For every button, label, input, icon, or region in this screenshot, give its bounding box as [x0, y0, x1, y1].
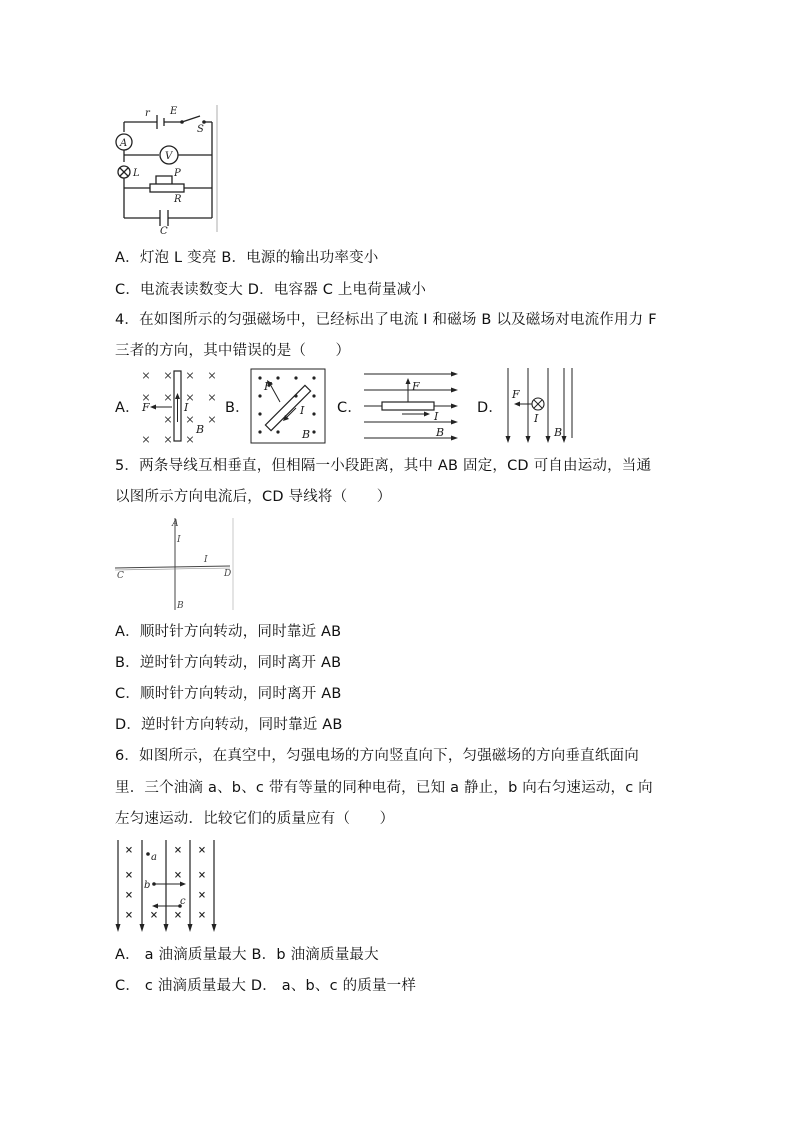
svg-text:×: × — [141, 391, 151, 404]
q6-stem-line1: 6．如图所示，在真空中，匀强电场的方向竖直向下，匀强磁场的方向垂直纸面向 — [115, 748, 639, 764]
q4-figure-b — [250, 368, 326, 444]
q4-figure-a — [138, 367, 224, 447]
q5-label-i2: I — [204, 555, 208, 565]
q5-stem-line1: 5．两条导线互相垂直，但相隔一小段距离，其中 AB 固定，CD 可自由运动，当通 — [115, 458, 652, 474]
q4-figure-c — [362, 368, 462, 444]
q4a-label-i: I — [184, 401, 189, 414]
q4c-label-i: I — [434, 410, 439, 423]
q3-label-p: P — [174, 168, 181, 179]
q5-label-i1: I — [177, 535, 181, 545]
svg-text:×: × — [163, 369, 173, 382]
q4d-label-b: B — [554, 426, 563, 439]
svg-text:×: × — [149, 910, 159, 921]
svg-text:×: × — [173, 910, 183, 921]
q5-option-a: A．顺时针方向转动，同时靠近 AB — [115, 624, 342, 640]
q4c-label-b: B — [436, 426, 445, 439]
svg-text:×: × — [163, 391, 173, 404]
q6-stem-line3: 左匀速运动．比较它们的质量应有（ ） — [115, 811, 395, 827]
q5-label-a: A — [172, 519, 179, 529]
svg-text:×: × — [207, 369, 217, 382]
svg-text:×: × — [185, 391, 195, 404]
q6-label-a: a — [151, 852, 157, 863]
svg-text:×: × — [173, 845, 183, 856]
q3-label-c: C — [160, 226, 168, 235]
q4-stem-line2: 三者的方向，其中错误的是（ ） — [115, 343, 351, 359]
q4c-label-f: F — [412, 380, 420, 393]
q5-option-c: C．顺时针方向转动，同时离开 AB — [115, 686, 342, 702]
q5-option-b: B．逆时针方向转动，同时离开 AB — [115, 655, 342, 671]
svg-text:×: × — [124, 910, 134, 921]
q5-wires-figure — [112, 516, 237, 612]
q5-option-d: D．逆时针方向转动，同时靠近 AB — [115, 717, 343, 733]
q4d-label-i: I — [534, 412, 539, 425]
q4b-label-b: B — [302, 428, 311, 441]
q4-figure-d — [502, 366, 582, 446]
q6-label-b: b — [144, 880, 151, 891]
svg-text:×: × — [185, 413, 195, 426]
q4-option-d-label: D． — [477, 400, 504, 416]
svg-text:×: × — [197, 910, 207, 921]
q3-label-r2: R — [174, 194, 182, 205]
svg-text:×: × — [207, 391, 217, 404]
svg-text:×: × — [197, 870, 207, 881]
q4d-label-f: F — [512, 388, 520, 401]
q3-options-line1: A．灯泡 L 变亮 B．电源的输出功率变小 — [115, 250, 379, 266]
svg-text:×: × — [185, 433, 195, 446]
q4-stem-line1: 4．在如图所示的匀强磁场中，已经标出了电流 I 和磁场 B 以及磁场对电流作用力 F — [115, 312, 657, 328]
svg-text:×: × — [124, 890, 134, 901]
q5-label-b: B — [177, 601, 184, 611]
svg-text:×: × — [163, 413, 173, 426]
q5-label-c: C — [117, 571, 124, 581]
q4a-label-f: F — [142, 401, 150, 414]
q4-option-a-label: A． — [115, 400, 140, 416]
svg-text:×: × — [197, 845, 207, 856]
q4a-label-b: B — [196, 423, 205, 436]
svg-text:×: × — [124, 845, 134, 856]
q3-label-r: r — [145, 108, 150, 119]
q3-label-a: A — [120, 138, 128, 149]
svg-text:×: × — [185, 369, 195, 382]
q3-label-s: S — [197, 124, 204, 135]
svg-text:×: × — [197, 890, 207, 901]
q4b-label-i: I — [300, 404, 305, 417]
q4b-label-f: F — [264, 380, 272, 393]
svg-text:×: × — [207, 413, 217, 426]
svg-text:×: × — [141, 369, 151, 382]
q6-options-line1: A． a 油滴质量最大 B．b 油滴质量最大 — [115, 947, 379, 963]
svg-text:×: × — [163, 433, 173, 446]
svg-text:×: × — [141, 433, 151, 446]
q3-label-l: L — [133, 168, 140, 179]
q3-label-e: E — [170, 106, 178, 117]
q4-option-b-label: B． — [225, 400, 250, 416]
q6-options-line2: C． c 油滴质量最大 D． a、b、c 的质量一样 — [115, 978, 417, 994]
q3-label-v: V — [165, 151, 173, 162]
q3-circuit-figure — [112, 100, 222, 235]
q4-option-c-label: C． — [337, 400, 363, 416]
q6-stem-line2: 里．三个油滴 a、b、c 带有等量的同种电荷，已知 a 静止，b 向右匀速运动，c 向 — [115, 780, 653, 796]
q5-stem-line2: 以图所示方向电流后，CD 导线将（ ） — [115, 489, 392, 505]
q6-fields-figure — [114, 838, 222, 936]
q3-options-line2: C．电流表读数变大 D．电容器 C 上电荷量减小 — [115, 282, 427, 298]
q5-label-d: D — [224, 569, 232, 579]
svg-text:×: × — [173, 870, 183, 881]
svg-text:×: × — [124, 870, 134, 881]
q6-label-c: c — [180, 896, 186, 907]
